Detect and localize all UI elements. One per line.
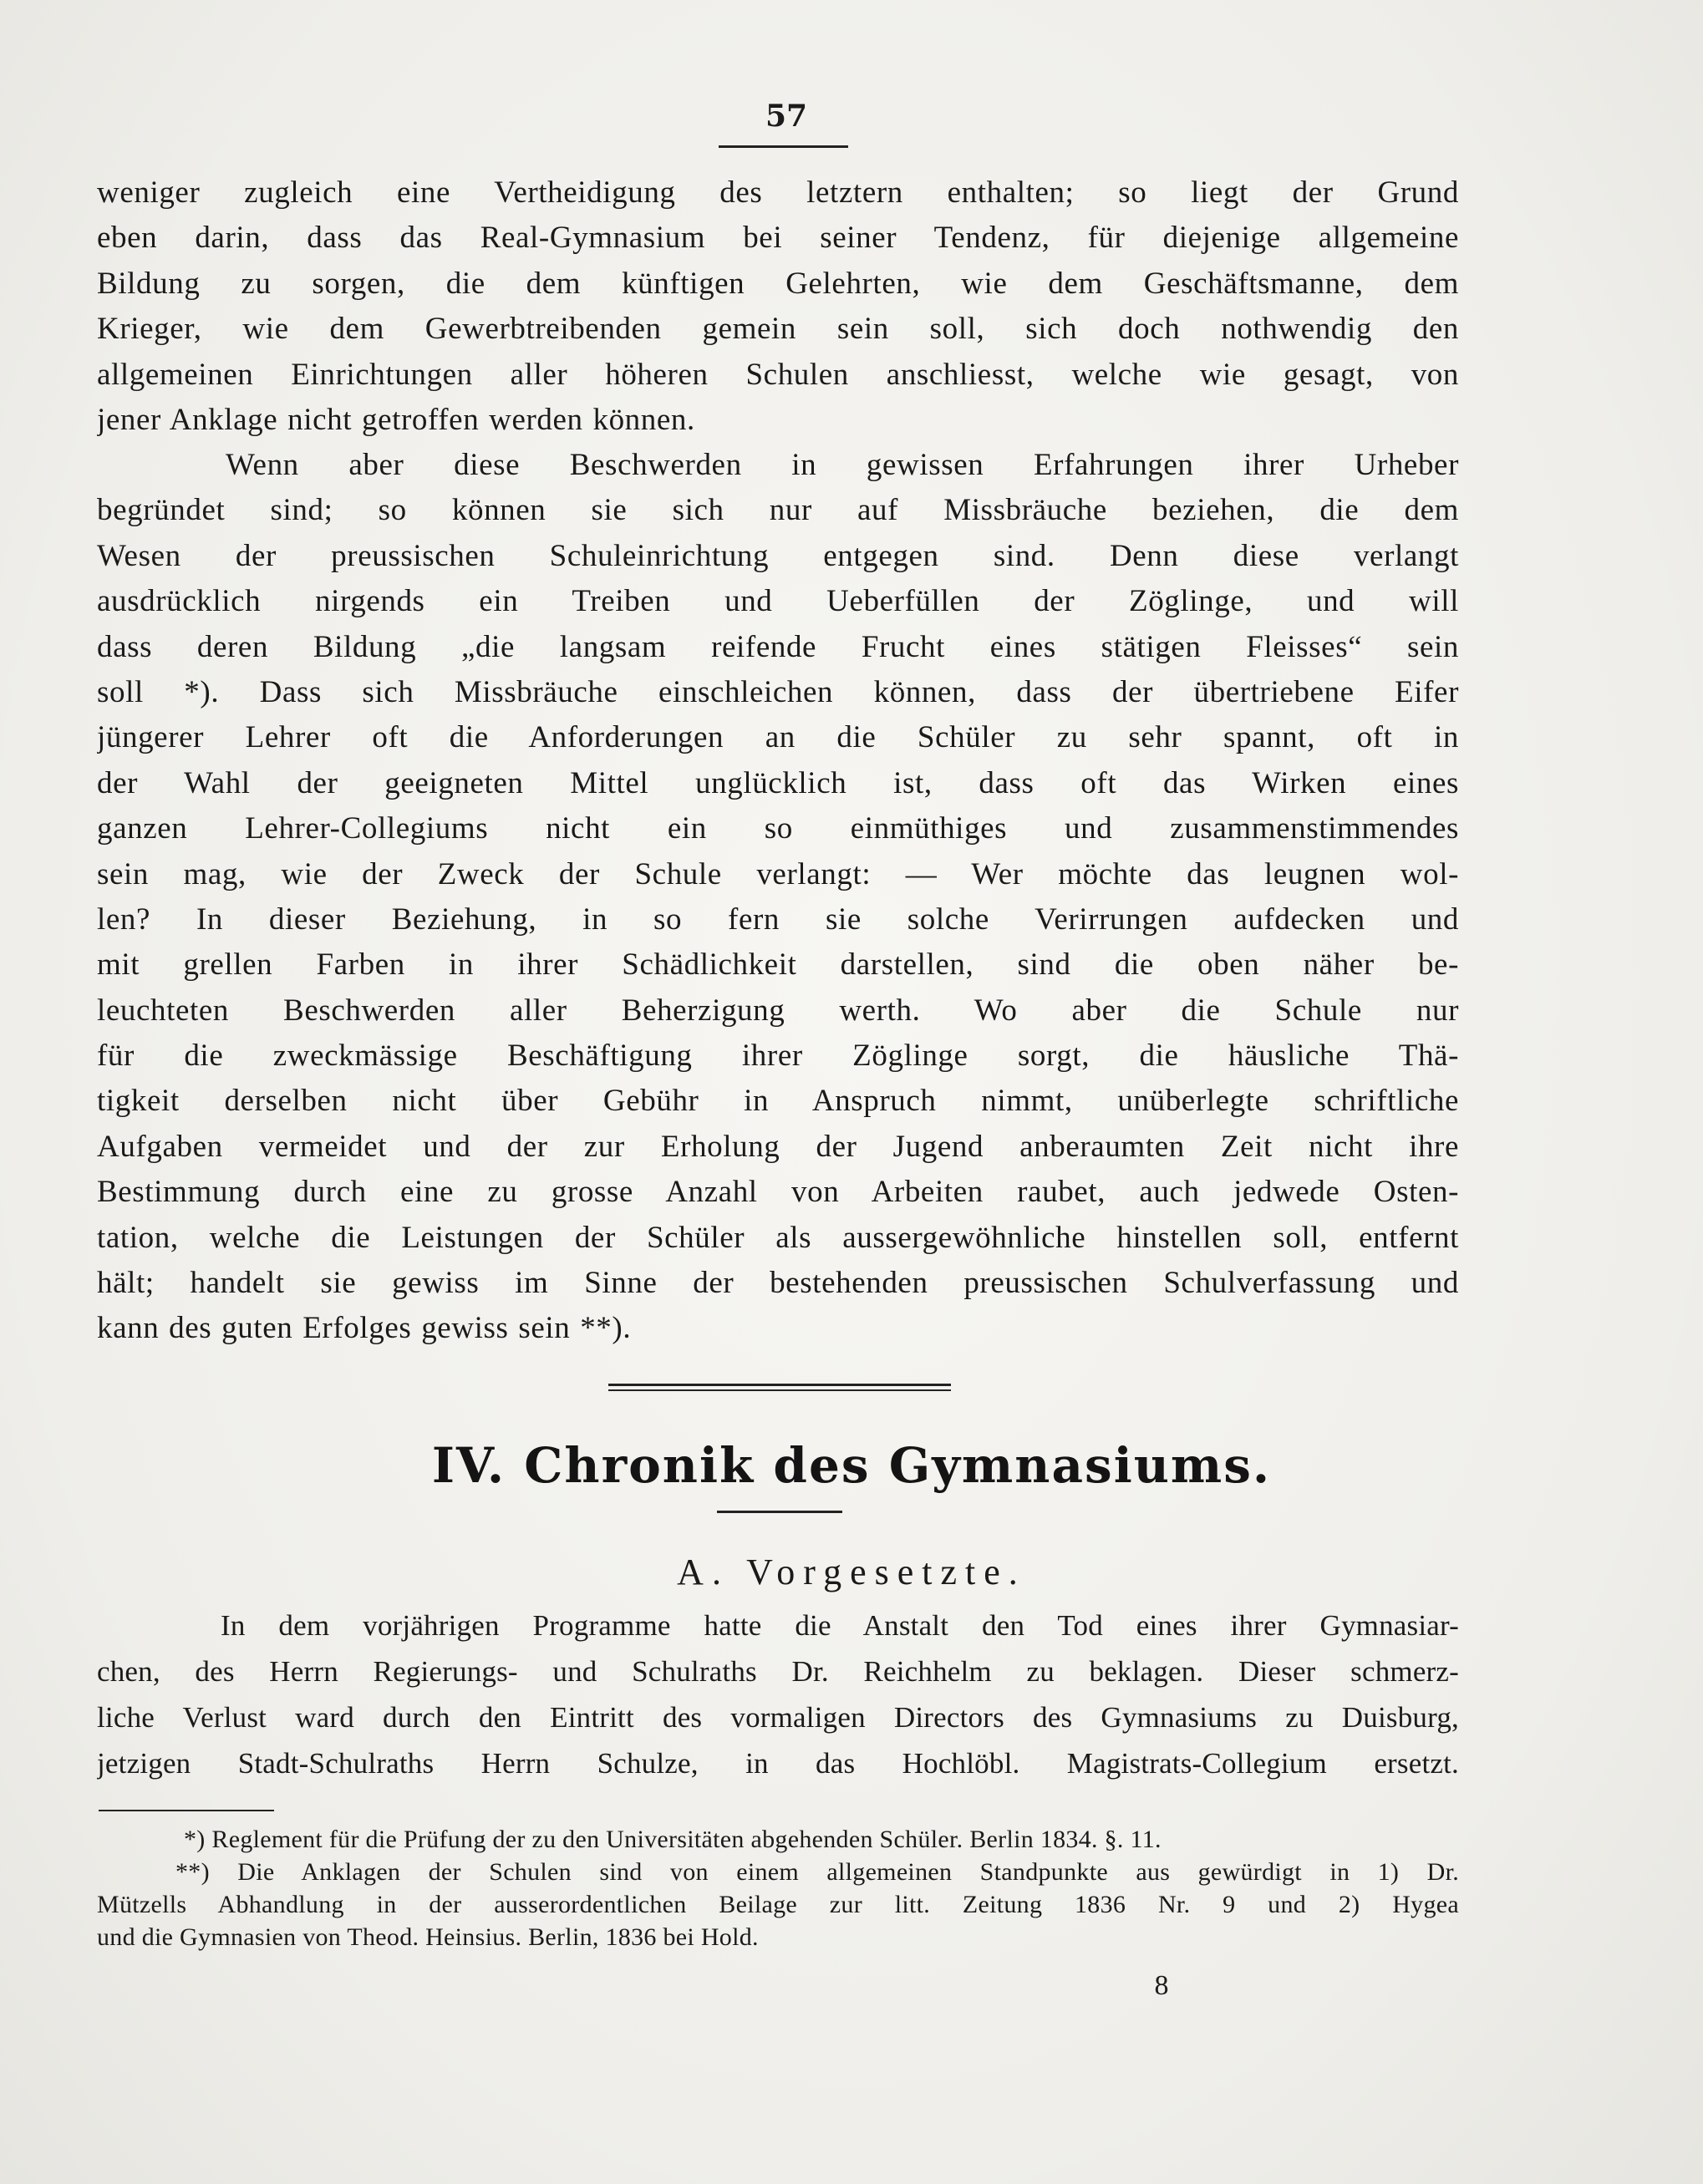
text-line: dass deren Bildung „die langsam reifende Frucht eines stätigen Fleisses“ sein <box>97 629 1459 664</box>
text-line: begründet sind; so können sie sich nur auf Missbräuche beziehen, die dem <box>97 493 1459 528</box>
continuation-paragraph <box>97 170 1459 443</box>
text-line: sein mag, wie der Zweck der Schule verlangt: — Wer möchte das leugnen wol- <box>97 856 1459 891</box>
text-line: tigkeit derselben nicht über Gebühr in Anspruch nimmt, unüberlegte schriftliche <box>97 1084 1459 1119</box>
text-line: tation, welche die Leistungen der Schüler als aussergewöhnliche hinstellen soll, entfernt <box>97 1220 1459 1255</box>
text-line: eben darin, dass das Real-Gymnasium bei seiner Tendenz, für diejenige allgemeine <box>97 221 1459 256</box>
text-line: leuchteten Beschwerden aller Beherzigung werth. Wo aber die Schule nur <box>97 993 1459 1028</box>
signature-mark: 8 <box>1154 1970 1169 2001</box>
text-line: len? In dieser Beziehung, in so fern sie solche Verirrungen aufdecken und <box>97 902 1459 937</box>
text-line: chen, des Herrn Regierungs- und Schulraths Dr. Reichhelm zu beklagen. Dieser schmerz- <box>97 1655 1459 1688</box>
text-line: ausdrücklich nirgends ein Treiben und Ueberfüllen der Zöglinge, und will <box>97 584 1459 619</box>
text-line: hält; handelt sie gewiss im Sinne der bestehenden preussischen Schulverfassung und <box>97 1266 1459 1301</box>
text-line: für die zweckmässige Beschäftigung ihrer Zöglinge sorgt, die häusliche Thä- <box>97 1039 1459 1074</box>
section-title-rule <box>717 1511 842 1513</box>
text-line: allgemeinen Einrichtungen aller höheren Schulen anschliesst, welche wie gesagt, von <box>97 357 1459 392</box>
text-line: weniger zugleich eine Vertheidigung des letztern enthalten; so liegt der Grund <box>97 175 1459 210</box>
footnote-line: **) Die Anklagen der Schulen sind von einem allgemeinen Standpunkte aus gewürdigt in 1) Dr. <box>175 1858 1459 1886</box>
section-title: IV. Chronik des Gymnasiums. <box>431 1437 1272 1494</box>
footnote-rule <box>99 1810 274 1811</box>
page-number: 57 <box>765 99 808 134</box>
page-number-rule <box>719 145 848 148</box>
text-line: Krieger, wie dem Gewerbtreibenden gemein sein soll, sich doch nothwendig den <box>97 312 1459 347</box>
paragraph-3 <box>97 1602 1459 1786</box>
text-line: kann des guten Erfolges gewiss sein **). <box>97 1311 632 1346</box>
text-line: Aufgaben vermeidet und der zur Erholung der Jugend anberaumten Zeit nicht ihre <box>97 1129 1459 1164</box>
text-line: der Wahl der geeigneten Mittel unglücklich ist, dass oft das Wirken eines <box>97 765 1459 800</box>
text-line: Wenn aber diese Beschwerden in gewissen Erfahrungen ihrer Urheber <box>226 448 1459 482</box>
text-line: In dem vorjährigen Programme hatte die Anstalt den Tod eines ihrer Gymnasiar- <box>221 1609 1459 1642</box>
text-line: soll *). Dass sich Missbräuche einschleichen können, dass der übertriebene Eifer <box>97 674 1459 709</box>
text-line: Bildung zu sorgen, die dem künftigen Gelehrten, wie dem Geschäftsmanne, dem <box>97 266 1459 301</box>
footnote-line: und die Gymnasien von Theod. Heinsius. Berlin, 1836 bei Hold. <box>97 1923 759 1951</box>
section-divider <box>608 1384 951 1391</box>
footnotes <box>97 1823 1459 1953</box>
text-line: mit grellen Farben in ihrer Schädlichkeit darstellen, sind die oben näher be- <box>97 947 1459 983</box>
text-line: jener Anklage nicht getroffen werden können. <box>97 402 695 437</box>
text-line: liche Verlust ward durch den Eintritt des vormaligen Directors des Gymnasiums zu Duisburg, <box>97 1701 1459 1734</box>
text-line: jüngerer Lehrer oft die Anforderungen an die Schüler zu sehr spannt, oft in <box>97 720 1459 755</box>
text-line: Wesen der preussischen Schuleinrichtung entgegen sind. Denn diese verlangt <box>97 538 1459 573</box>
text-line: Bestimmung durch eine zu grosse Anzahl von Arbeiten raubet, auch jedwede Osten- <box>97 1175 1459 1210</box>
footnote-line: Mützells Abhandlung in der ausserordentlichen Beilage zur litt. Zeitung 1836 Nr. 9 und 2) Hygea <box>97 1891 1459 1918</box>
text-line: ganzen Lehrer-Collegiums nicht ein so einmüthiges und zusammenstimmendes <box>97 811 1459 846</box>
paragraph-2 <box>97 443 1459 1352</box>
subsection-title: A. Vorgesetzte. <box>677 1552 1026 1592</box>
text-line: jetzigen Stadt-Schulraths Herrn Schulze, in das Hochlöbl. Magistrats-Collegium ersetzt. <box>97 1747 1459 1780</box>
footnote-line: *) Reglement für die Prüfung der zu den Universitäten abgehenden Schüler. Berlin 1834. §. 11. <box>184 1826 1162 1853</box>
